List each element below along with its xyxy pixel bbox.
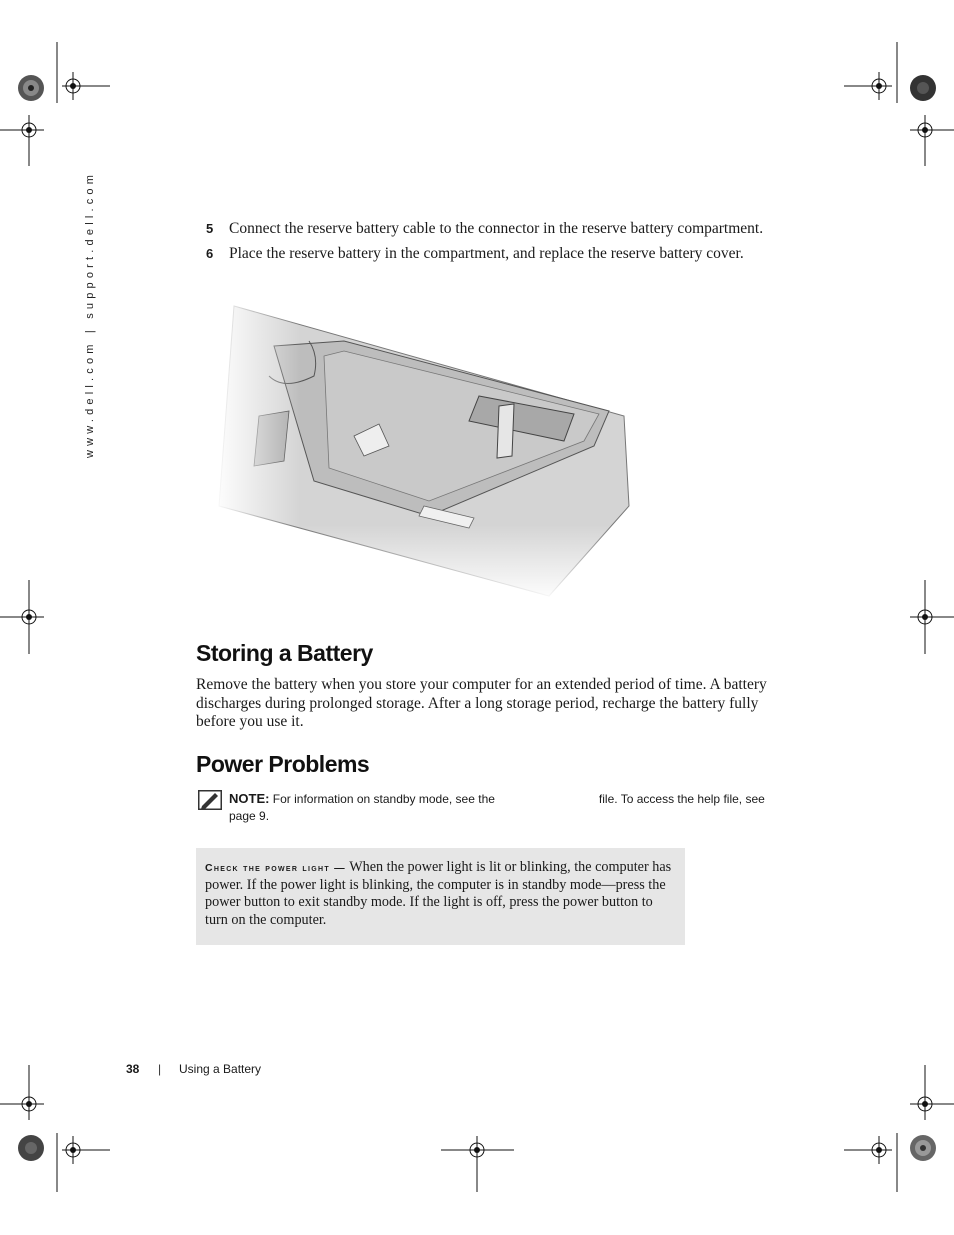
note-page-ref: page 9. — [229, 809, 270, 823]
step-text: Connect the reserve battery cable to the connector in the reserve battery compartment. — [229, 220, 764, 237]
page-number: 38 — [126, 1062, 140, 1076]
note-text: file. To access the help file, see — [598, 792, 765, 806]
section-title-power: Power Problems — [196, 751, 370, 777]
step-number: 5 — [206, 221, 214, 236]
reserve-battery-illustration — [214, 296, 646, 601]
step-number: 6 — [206, 246, 214, 261]
callout-text — [205, 859, 675, 929]
section-title-storing: Storing a Battery — [196, 640, 373, 666]
step-item — [206, 244, 846, 264]
check-power-light-callout — [196, 848, 685, 945]
step-text: Place the reserve battery in the compartment, and replace the reserve battery cover. — [229, 245, 744, 262]
callout-heading: Check the power light — — [205, 862, 346, 874]
note-line — [229, 790, 799, 808]
note-label: NOTE: — [229, 791, 270, 806]
note-pencil-icon — [198, 790, 222, 810]
step-list — [206, 219, 846, 269]
footer-section: Using a Battery — [179, 1062, 262, 1076]
step-item — [206, 219, 846, 239]
sidebar-url: www.dell.com | support.dell.com — [84, 170, 96, 458]
storing-body: Remove the battery when you store your computer for an extended period of time. A battery discharges during prolonged storage. After a long storage period, recharge the battery fully before you use it. — [196, 676, 767, 731]
note-text: For information on standby mode, see the — [272, 792, 495, 806]
footer-separator: | — [158, 1062, 162, 1076]
note-block — [198, 788, 798, 828]
callout-body: When the power light is lit or blinking, the computer has power. If the power light is blinking, the computer is in standby mode—press the power button to exit standby mode. If the light is off, press the power button to turn on the computer. — [205, 859, 672, 928]
